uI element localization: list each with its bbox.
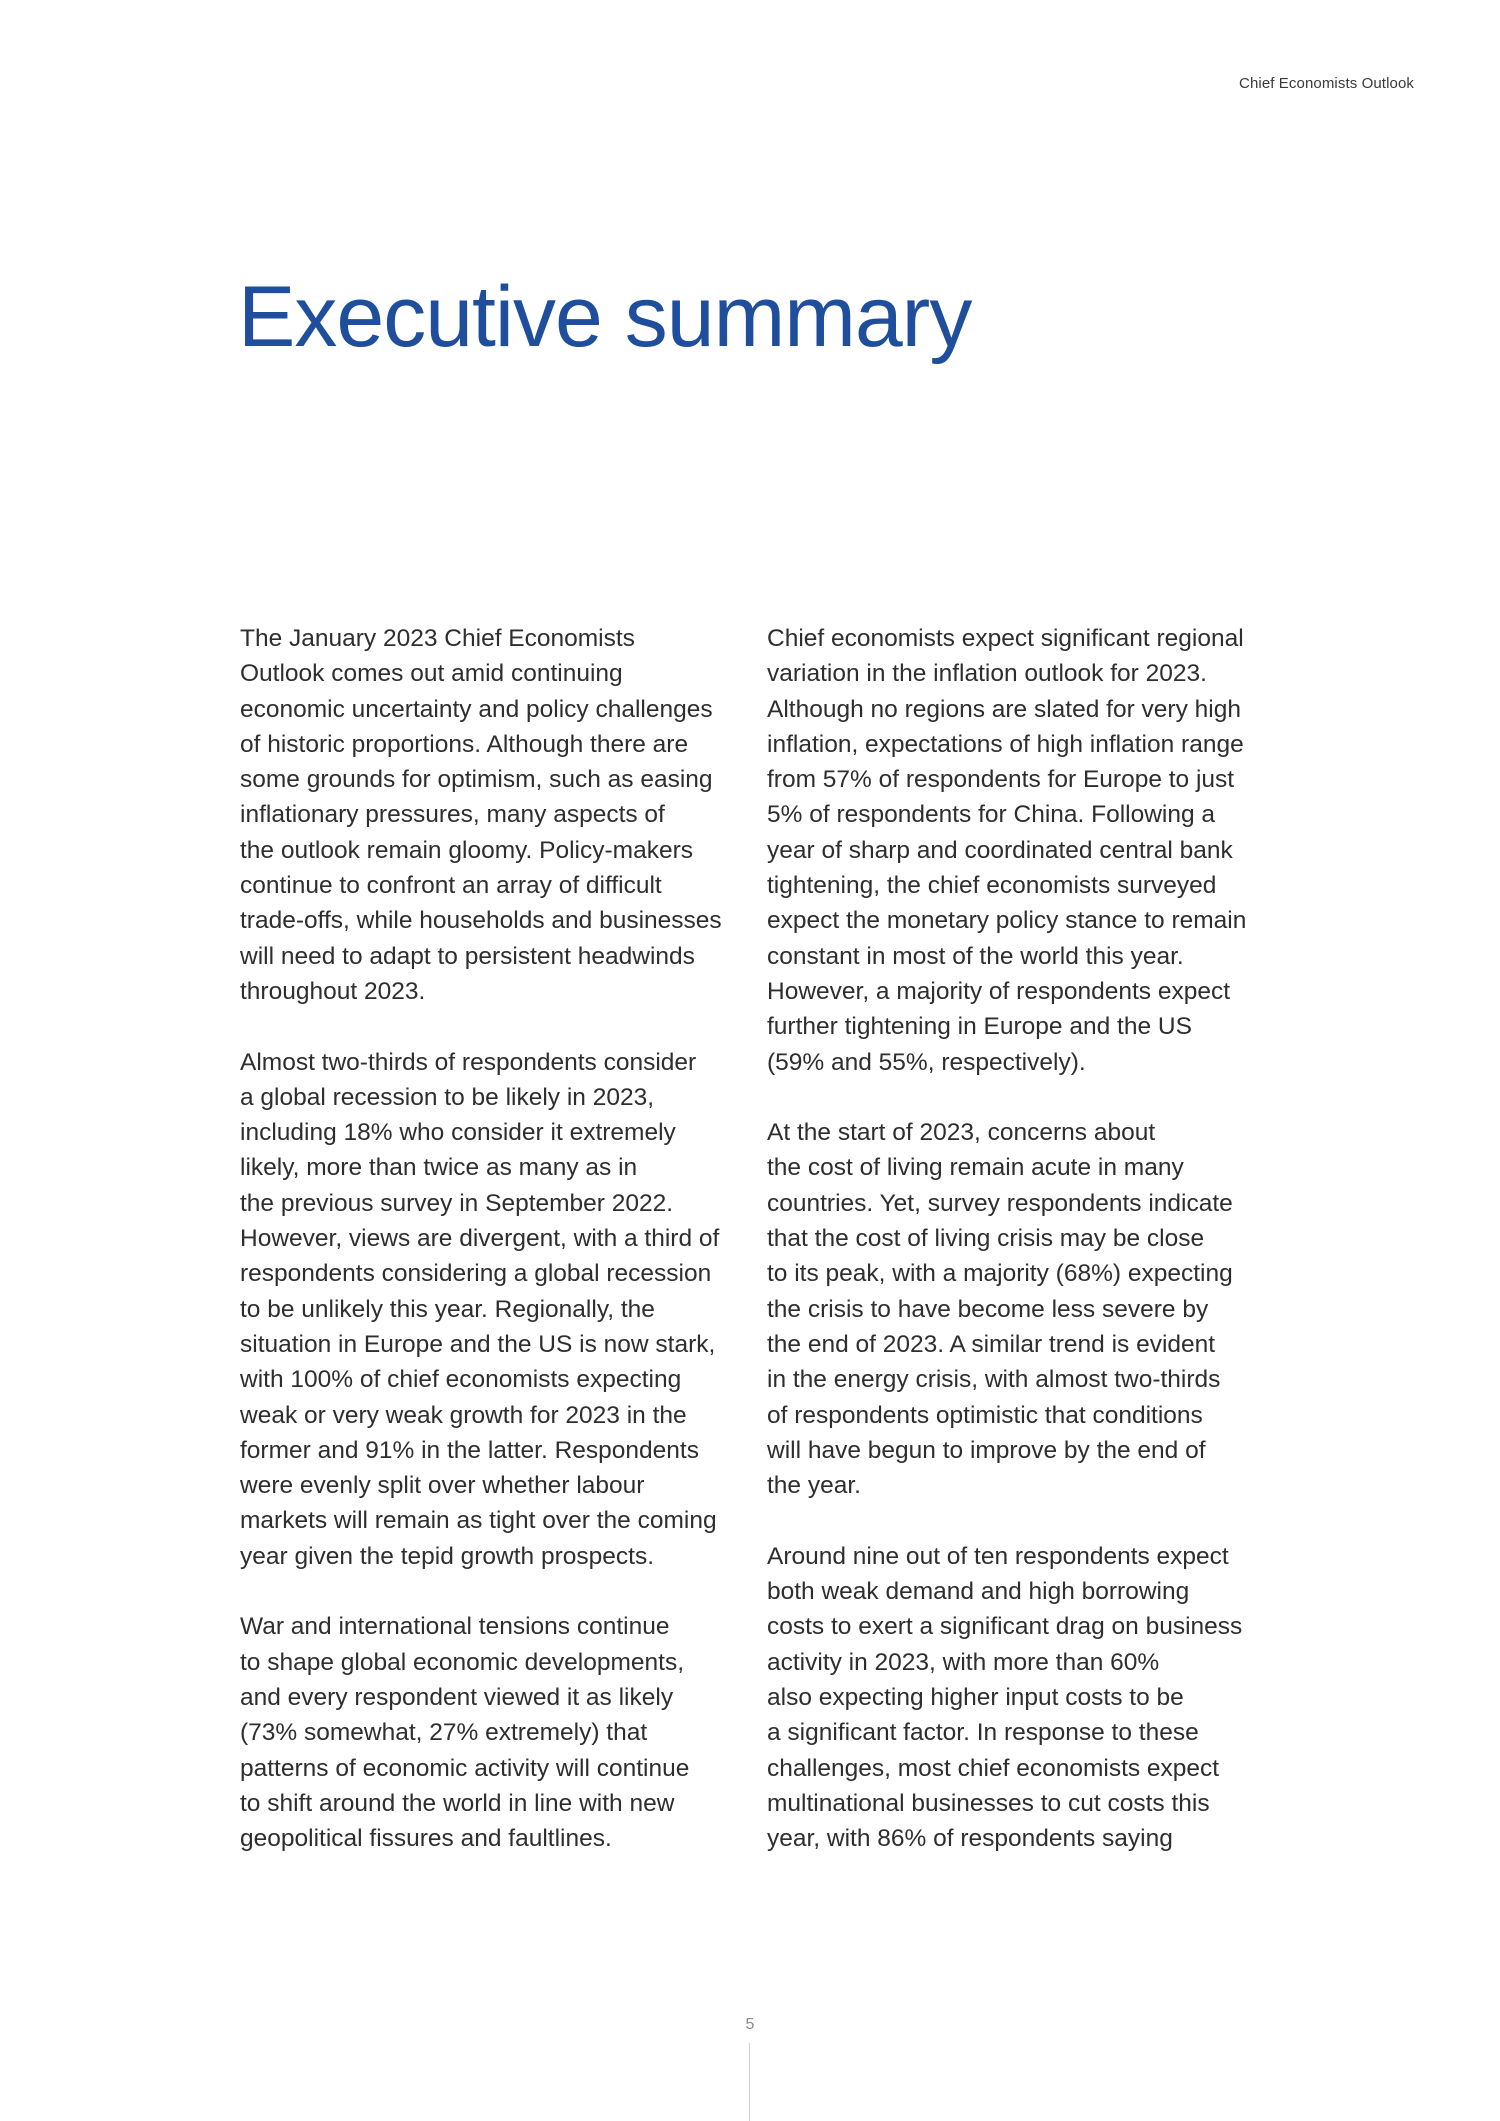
body-paragraph [767,1539,1267,1857]
text-line: of historic proportions. Although there are [240,730,689,758]
text-line: expect the monetary policy stance to remain [767,907,1247,935]
text-line: Outlook comes out amid continuing [240,660,623,688]
text-line: throughout 2023. [240,977,426,1005]
text-line: Although no regions are slated for very high [767,695,1241,723]
text-line: to shape global economic developments, [240,1648,685,1676]
text-line: However, views are divergent, with a third of [240,1225,720,1253]
text-line: year given the tepid growth prospects. [240,1542,655,1570]
text-line: including 18% who consider it extremely [240,1119,676,1147]
body-paragraph [240,1609,740,1856]
text-line: multinational businesses to cut costs this [767,1789,1210,1817]
text-line: constant in most of the world this year. [767,942,1184,970]
text-line: patterns of economic activity will continue [240,1754,690,1782]
text-line: Around nine out of ten respondents expect [767,1542,1229,1570]
text-line: the year. [767,1472,861,1500]
text-line: 5% of respondents for China. Following a [767,801,1216,829]
text-line: variation in the inflation outlook for 2023. [767,660,1207,688]
left-text-column [240,621,740,1892]
text-line: inflation, expectations of high inflation range [767,730,1244,758]
text-line: inflationary pressures, many aspects of [240,801,665,829]
text-line: former and 91% in the latter. Respondents [240,1436,699,1464]
text-line: also expecting higher input costs to be [767,1683,1184,1711]
text-line: situation in Europe and the US is now stark, [240,1330,716,1358]
text-line: countries. Yet, survey respondents indicate [767,1189,1233,1217]
text-line: activity in 2023, with more than 60% [767,1648,1160,1676]
text-line: the end of 2023. A similar trend is evident [767,1330,1216,1358]
text-line: a global recession to be likely in 2023, [240,1083,655,1111]
text-line: will need to adapt to persistent headwinds [240,942,695,970]
text-line: further tightening in Europe and the US [767,1013,1192,1041]
text-line: both weak demand and high borrowing [767,1578,1190,1606]
text-line: the outlook remain gloomy. Policy-makers [240,836,693,864]
running-header: Chief Economists Outlook [1239,75,1414,92]
text-line: respondents considering a global recession [240,1260,712,1288]
text-line: a significant factor. In response to these [767,1719,1199,1747]
text-line: were evenly split over whether labour [240,1472,645,1500]
text-line: However, a majority of respondents expect [767,977,1231,1005]
text-line: from 57% of respondents for Europe to just [767,766,1235,794]
text-line: to its peak, with a majority (68%) expecting [767,1260,1233,1288]
text-line: likely, more than twice as many as in [240,1154,638,1182]
text-line: At the start of 2023, concerns about [767,1119,1156,1147]
text-line: and every respondent viewed it as likely [240,1683,674,1711]
text-line: costs to exert a significant drag on business [767,1613,1243,1641]
text-line: tightening, the chief economists surveyed [767,872,1217,900]
right-text-column [767,621,1267,1892]
text-line: to be unlikely this year. Regionally, the [240,1295,655,1323]
text-line: (73% somewhat, 27% extremely) that [240,1719,648,1747]
text-line: (59% and 55%, respectively). [767,1048,1086,1076]
body-paragraph [240,1045,740,1574]
text-line: economic uncertainty and policy challenges [240,695,713,723]
text-line: Chief economists expect significant regional [767,625,1244,652]
text-line: challenges, most chief economists expect [767,1754,1220,1782]
text-line: the crisis to have become less severe by [767,1295,1209,1323]
text-line: of respondents optimistic that conditions [767,1401,1203,1429]
text-line: in the energy crisis, with almost two-thirds [767,1366,1221,1394]
text-line: continue to confront an array of difficult [240,872,662,900]
text-line: the cost of living remain acute in many [767,1154,1184,1182]
text-line: War and international tensions continue [240,1613,670,1641]
text-line: markets will remain as tight over the coming [240,1507,717,1535]
page-title: Executive summary [238,269,972,365]
text-line: geopolitical fissures and faultlines. [240,1825,612,1853]
text-line: to shift around the world in line with new [240,1789,675,1817]
text-line: the previous survey in September 2022. [240,1189,674,1217]
footer-divider [749,2043,750,2121]
text-line: weak or very weak growth for 2023 in the [240,1401,687,1429]
text-line: Almost two-thirds of respondents consider [240,1048,697,1076]
body-paragraph [767,1115,1267,1503]
text-line: year of sharp and coordinated central bank [767,836,1233,864]
body-paragraph [240,621,740,1009]
text-line: some grounds for optimism, such as easing [240,766,713,794]
text-line: with 100% of chief economists expecting [240,1366,682,1394]
text-line: The January 2023 Chief Economists [240,625,635,652]
body-paragraph [767,621,1267,1080]
page-number: 5 [745,2016,755,2033]
text-line: trade-offs, while households and businesses [240,907,722,935]
text-line: will have begun to improve by the end of [767,1436,1206,1464]
text-line: year, with 86% of respondents saying [767,1825,1173,1853]
text-line: that the cost of living crisis may be close [767,1225,1205,1253]
